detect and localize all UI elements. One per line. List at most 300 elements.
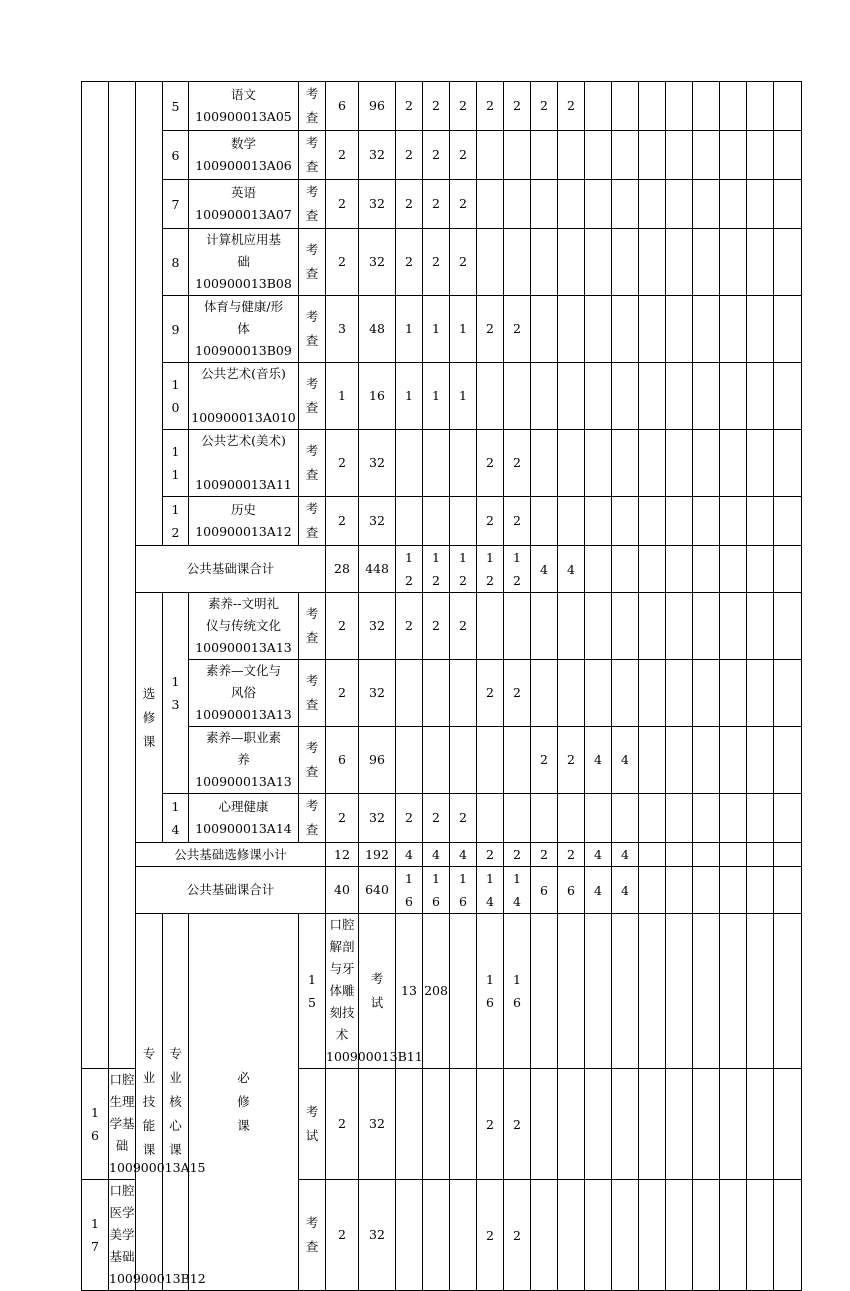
semester-hours-line — [639, 980, 665, 1003]
semester-hours-line — [531, 1224, 557, 1247]
exam-type-line: 查 — [305, 525, 319, 540]
hours-value: 16 — [359, 363, 396, 430]
semester-hours — [531, 180, 558, 229]
semester-hours — [666, 593, 693, 660]
semester-hours-line — [774, 1224, 801, 1247]
required-label-line: 课 — [237, 1118, 250, 1133]
semester-hours-line: 6 — [486, 995, 494, 1010]
course-index — [163, 131, 189, 180]
table-row — [82, 497, 802, 546]
subtotal-semester-line: 1 — [432, 871, 440, 886]
semester-hours-line — [450, 1113, 476, 1136]
subtotal-semester-line: 1 — [459, 871, 467, 886]
subtotal-semester-line — [639, 843, 665, 866]
category-cell-public-blank — [82, 82, 109, 1069]
semester-hours: 1 — [396, 296, 423, 363]
course-index-line: 1 — [171, 444, 180, 459]
subtotal-semester-line: 2 — [567, 847, 575, 862]
semester-hours — [396, 660, 423, 727]
course-index-line: 5 — [308, 995, 316, 1010]
exam-type-line: 考 — [305, 798, 319, 813]
semester-hours — [558, 296, 585, 363]
course-index-line: 4 — [171, 822, 180, 837]
category-label-line: 业 — [142, 1070, 156, 1085]
subtotal-semester-line: 2 — [486, 573, 494, 588]
course-name-line: 口腔生理学基 — [109, 1072, 135, 1131]
subtotal-semester-line: 4 — [621, 882, 629, 898]
subtotal-credit: 12 — [326, 843, 359, 867]
semester-hours — [774, 660, 802, 727]
semester-hours-line — [558, 980, 584, 1003]
subtotal-semester-line — [720, 843, 746, 866]
course-index — [163, 82, 189, 131]
semester-hours — [747, 131, 774, 180]
subtotal-semester — [477, 546, 504, 593]
subtotal-semester-line — [747, 558, 773, 581]
semester-hours-line — [747, 980, 773, 1003]
subtotal-semester-line: 4 — [405, 847, 413, 862]
subtotal-semester-line — [666, 843, 692, 866]
subtotal-semester-line — [693, 879, 719, 902]
exam-type-line: 试 — [370, 995, 384, 1010]
subtotal-semester-line — [639, 879, 665, 902]
required-label — [189, 914, 299, 1291]
semester-hours-line — [666, 1113, 692, 1136]
course-name-line: 100900013A07 — [195, 207, 292, 222]
exam-type-line: 查 — [305, 266, 319, 281]
course-name-line: 100900013A13 — [195, 707, 292, 722]
semester-hours — [477, 1180, 504, 1291]
semester-hours — [558, 363, 585, 430]
semester-hours — [747, 363, 774, 430]
semester-hours — [747, 229, 774, 296]
subcategory-label-line: 专 — [169, 1046, 182, 1061]
semester-hours — [558, 660, 585, 727]
semester-hours — [693, 229, 720, 296]
course-index-line: 6 — [91, 1128, 99, 1143]
category-label-line: 专 — [142, 1046, 156, 1061]
course-index — [299, 914, 326, 1069]
semester-hours: 2 — [396, 794, 423, 843]
subtotal-semester — [774, 843, 802, 867]
subcategory-cell-blank — [109, 82, 136, 1069]
exam-type — [299, 1069, 326, 1180]
exam-type — [359, 914, 396, 1069]
exam-type-line: 查 — [305, 764, 319, 779]
semester-hours — [639, 660, 666, 727]
semester-hours-line — [693, 980, 719, 1003]
semester-hours: 2 — [477, 497, 504, 546]
exam-type-line: 考 — [305, 376, 319, 391]
course-name-line: 100900013A12 — [195, 524, 292, 539]
subtotal-semester-line: 1 — [513, 550, 521, 565]
hours-value: 32 — [359, 660, 396, 727]
course-name-line: 口腔医学美学 — [109, 1183, 135, 1242]
course-index-line: 5 — [171, 98, 180, 114]
exam-type-line: 查 — [305, 208, 319, 223]
semester-hours — [639, 363, 666, 430]
semester-hours — [558, 430, 585, 497]
subtotal-semester — [612, 546, 639, 593]
semester-hours: 2 — [504, 296, 531, 363]
course-name — [189, 660, 299, 727]
semester-hours — [747, 794, 774, 843]
semester-hours — [396, 1180, 423, 1291]
semester-hours — [558, 180, 585, 229]
subtotal-semester — [774, 867, 802, 914]
semester-hours — [693, 1069, 720, 1180]
semester-hours: 2 — [396, 229, 423, 296]
elective-group-label-line: 修 — [142, 709, 156, 725]
subtotal-semester-line: 6 — [567, 882, 575, 898]
subtotal-semester — [612, 843, 639, 867]
subtotal-semester-line: 6 — [432, 894, 440, 909]
exam-type — [299, 497, 326, 546]
semester-hours — [747, 1069, 774, 1180]
semester-hours — [396, 1069, 423, 1180]
semester-hours — [666, 229, 693, 296]
semester-hours — [747, 430, 774, 497]
semester-hours — [585, 914, 612, 1069]
semester-hours: 2 — [396, 180, 423, 229]
category-label-line: 能 — [142, 1118, 156, 1133]
course-index-line: 1 — [171, 377, 180, 392]
subtotal-semester-line: 4 — [459, 847, 467, 862]
table-row — [82, 430, 802, 497]
subtotal-semester — [423, 867, 450, 914]
exam-type-line: 考 — [305, 443, 319, 458]
table-row — [82, 660, 802, 727]
subtotal-semester — [666, 546, 693, 593]
semester-hours — [666, 794, 693, 843]
semester-hours — [666, 660, 693, 727]
semester-hours — [612, 660, 639, 727]
semester-hours — [774, 82, 802, 131]
semester-hours-line — [558, 1113, 584, 1136]
semester-hours: 2 — [423, 229, 450, 296]
subtotal-semester — [666, 843, 693, 867]
hours-value: 32 — [359, 430, 396, 497]
semester-hours-line — [612, 1113, 638, 1136]
subcategory-label — [163, 914, 189, 1291]
subtotal-credit: 28 — [326, 546, 359, 593]
credit-value: 2 — [326, 660, 359, 727]
exam-type-line: 查 — [305, 333, 319, 348]
semester-hours — [585, 794, 612, 843]
hours-value: 208 — [423, 914, 450, 1069]
semester-hours: 2 — [423, 82, 450, 131]
semester-hours-line: 1 — [513, 972, 521, 987]
table-row — [82, 794, 802, 843]
semester-hours — [612, 794, 639, 843]
semester-hours: 2 — [450, 593, 477, 660]
semester-hours — [423, 660, 450, 727]
semester-hours-line — [612, 980, 638, 1003]
semester-hours — [774, 497, 802, 546]
hours-value: 32 — [359, 1069, 396, 1180]
semester-hours — [666, 1180, 693, 1291]
semester-hours — [774, 229, 802, 296]
table-row — [82, 180, 802, 229]
semester-hours — [693, 1180, 720, 1291]
course-name — [189, 363, 299, 430]
subtotal-semester-line: 2 — [459, 573, 467, 588]
credit-value: 2 — [326, 180, 359, 229]
semester-hours — [666, 363, 693, 430]
course-index-line: 1 — [171, 502, 180, 517]
table-row — [82, 727, 802, 794]
semester-hours — [774, 1180, 802, 1291]
subtotal-semester — [396, 867, 423, 914]
subtotal-semester-line — [774, 879, 801, 902]
semester-hours-line — [666, 980, 692, 1003]
exam-type-line: 试 — [305, 1128, 319, 1143]
semester-hours — [450, 497, 477, 546]
exam-type-line: 考 — [305, 242, 319, 257]
subtotal-semester-line: 2 — [405, 573, 413, 588]
semester-hours: 2 — [477, 660, 504, 727]
semester-hours — [396, 430, 423, 497]
semester-hours — [693, 131, 720, 180]
semester-hours — [639, 794, 666, 843]
semester-hours — [720, 430, 747, 497]
subcategory-label-line: 业 — [169, 1070, 182, 1085]
subtotal-semester-line: 4 — [540, 561, 548, 577]
course-index-line: 0 — [171, 400, 180, 415]
semester-hours — [639, 82, 666, 131]
semester-hours — [693, 296, 720, 363]
semester-hours — [423, 1180, 450, 1291]
category-label — [136, 914, 163, 1291]
subtotal-semester — [585, 546, 612, 593]
hours-value: 32 — [359, 180, 396, 229]
exam-type-line: 查 — [305, 1239, 319, 1254]
semester-hours — [477, 131, 504, 180]
semester-hours — [693, 794, 720, 843]
exam-type-line: 查 — [305, 697, 319, 712]
semester-hours — [612, 593, 639, 660]
semester-hours — [747, 727, 774, 794]
elective-group-label-line: 选 — [142, 685, 156, 701]
semester-hours — [612, 363, 639, 430]
exam-type — [299, 131, 326, 180]
semester-hours: 1 — [450, 296, 477, 363]
semester-hours — [558, 1069, 585, 1180]
credit-value: 2 — [326, 1069, 359, 1180]
elective-group-label — [136, 593, 163, 843]
semester-hours: 2 — [423, 180, 450, 229]
semester-hours — [450, 914, 477, 1069]
subtotal-semester — [531, 843, 558, 867]
subtotal-semester — [666, 867, 693, 914]
exam-type-line: 考 — [305, 740, 319, 755]
subtotal-semester-line — [639, 558, 665, 581]
semester-hours — [423, 1069, 450, 1180]
semester-hours — [612, 296, 639, 363]
semester-hours — [639, 131, 666, 180]
semester-hours — [585, 229, 612, 296]
semester-hours — [396, 727, 423, 794]
semester-hours: 2 — [423, 593, 450, 660]
subtotal-semester — [423, 843, 450, 867]
subtotal-semester-line: 6 — [540, 882, 548, 898]
course-name — [189, 131, 299, 180]
semester-hours: 2 — [423, 794, 450, 843]
semester-hours-line — [639, 1113, 665, 1136]
semester-hours: 1 — [396, 363, 423, 430]
course-name — [189, 593, 299, 660]
table-row — [82, 363, 802, 430]
semester-hours — [423, 727, 450, 794]
semester-hours — [585, 180, 612, 229]
course-name-line: 100900013B08 — [195, 276, 292, 291]
exam-type — [299, 727, 326, 794]
subtotal-semester — [585, 843, 612, 867]
subtotal-semester — [747, 843, 774, 867]
semester-hours — [477, 180, 504, 229]
semester-hours-line: 2 — [486, 1227, 494, 1243]
semester-hours-line — [585, 1224, 611, 1247]
hours-value: 96 — [359, 727, 396, 794]
subtotal-semester-line — [693, 843, 719, 866]
semester-hours — [639, 1180, 666, 1291]
course-name-line: 100900013B09 — [195, 343, 292, 358]
course-name-line: 础 — [237, 254, 250, 269]
subtotal-semester — [747, 867, 774, 914]
semester-hours — [693, 497, 720, 546]
semester-hours — [531, 296, 558, 363]
semester-hours — [558, 593, 585, 660]
credit-value: 6 — [326, 82, 359, 131]
exam-type-line: 查 — [305, 467, 319, 482]
category-label-line: 课 — [142, 1142, 156, 1157]
semester-hours: 2 — [477, 82, 504, 131]
semester-hours-line — [747, 1224, 773, 1247]
subtotal-semester — [558, 546, 585, 593]
course-name-line: 仪与传统文化 — [205, 618, 281, 633]
semester-hours — [693, 914, 720, 1069]
semester-hours — [423, 430, 450, 497]
semester-hours — [747, 82, 774, 131]
course-name — [189, 727, 299, 794]
semester-hours — [720, 363, 747, 430]
subtotal-semester — [450, 546, 477, 593]
exam-type-line: 考 — [305, 309, 319, 324]
course-index — [163, 180, 189, 229]
curriculum-table — [81, 81, 802, 1291]
semester-hours — [558, 497, 585, 546]
semester-hours — [639, 430, 666, 497]
semester-hours — [585, 82, 612, 131]
course-name-line: 历史 — [230, 502, 256, 517]
course-name — [189, 229, 299, 296]
hours-value: 32 — [359, 229, 396, 296]
semester-hours — [585, 1069, 612, 1180]
semester-hours: 4 — [612, 727, 639, 794]
exam-type — [299, 296, 326, 363]
course-index-line: 1 — [91, 1105, 99, 1120]
semester-hours — [774, 727, 802, 794]
semester-hours — [693, 430, 720, 497]
subtotal-semester-line: 1 — [405, 871, 413, 886]
semester-hours — [531, 430, 558, 497]
subtotal-semester — [639, 843, 666, 867]
semester-hours — [531, 1180, 558, 1291]
exam-type — [299, 1180, 326, 1291]
semester-hours — [720, 497, 747, 546]
subtotal-semester — [531, 867, 558, 914]
course-index — [163, 430, 189, 497]
subtotal-semester-line — [774, 558, 801, 581]
semester-hours: 2 — [504, 497, 531, 546]
semester-hours — [450, 727, 477, 794]
semester-hours — [504, 180, 531, 229]
semester-hours — [666, 180, 693, 229]
subtotal-semester — [396, 843, 423, 867]
semester-hours — [531, 131, 558, 180]
subtotal-semester-line: 4 — [432, 847, 440, 862]
subtotal-semester — [639, 867, 666, 914]
course-name-line: 100900013B11 — [326, 1049, 423, 1064]
semester-hours — [531, 914, 558, 1069]
credit-value: 2 — [326, 794, 359, 843]
credit-value: 2 — [326, 1180, 359, 1291]
subtotal-semester — [747, 546, 774, 593]
subtotal-row — [82, 546, 802, 593]
course-name-line: 100900013B12 — [109, 1271, 206, 1286]
credit-value: 3 — [326, 296, 359, 363]
exam-type-line: 考 — [305, 1104, 319, 1119]
subtotal-semester — [720, 546, 747, 593]
course-name-line: 体育与健康/形 — [203, 299, 284, 314]
semester-hours — [504, 1180, 531, 1291]
course-name-line: 体雕刻技术 — [329, 983, 355, 1042]
subtotal-semester — [531, 546, 558, 593]
semester-hours — [720, 296, 747, 363]
semester-hours — [720, 131, 747, 180]
semester-hours — [720, 593, 747, 660]
semester-hours — [747, 180, 774, 229]
course-name-line: 100900013A010 — [191, 410, 296, 425]
course-index — [163, 229, 189, 296]
semester-hours: 2 — [531, 727, 558, 794]
course-name-line: 素养—职业素 — [205, 730, 281, 745]
semester-hours — [585, 660, 612, 727]
semester-hours — [477, 794, 504, 843]
subtotal-semester-line: 4 — [567, 561, 575, 577]
subtotal-semester-line: 6 — [459, 894, 467, 909]
semester-hours: 2 — [504, 660, 531, 727]
semester-hours-line — [720, 1113, 746, 1136]
subtotal-semester-line: 2 — [432, 573, 440, 588]
semester-hours — [558, 794, 585, 843]
semester-hours: 2 — [477, 296, 504, 363]
course-name — [189, 430, 299, 497]
semester-hours — [504, 914, 531, 1069]
semester-hours: 2 — [558, 82, 585, 131]
subtotal-semester — [504, 546, 531, 593]
exam-type-line: 查 — [305, 159, 319, 174]
subtotal-semester — [774, 546, 802, 593]
category-label-line: 技 — [142, 1094, 156, 1109]
hours-value: 96 — [359, 82, 396, 131]
course-index-line: 2 — [171, 525, 180, 540]
semester-hours — [504, 727, 531, 794]
course-name-line: 数学 — [230, 136, 256, 151]
semester-hours — [666, 1069, 693, 1180]
subtotal-hours: 192 — [359, 843, 396, 867]
semester-hours — [558, 131, 585, 180]
